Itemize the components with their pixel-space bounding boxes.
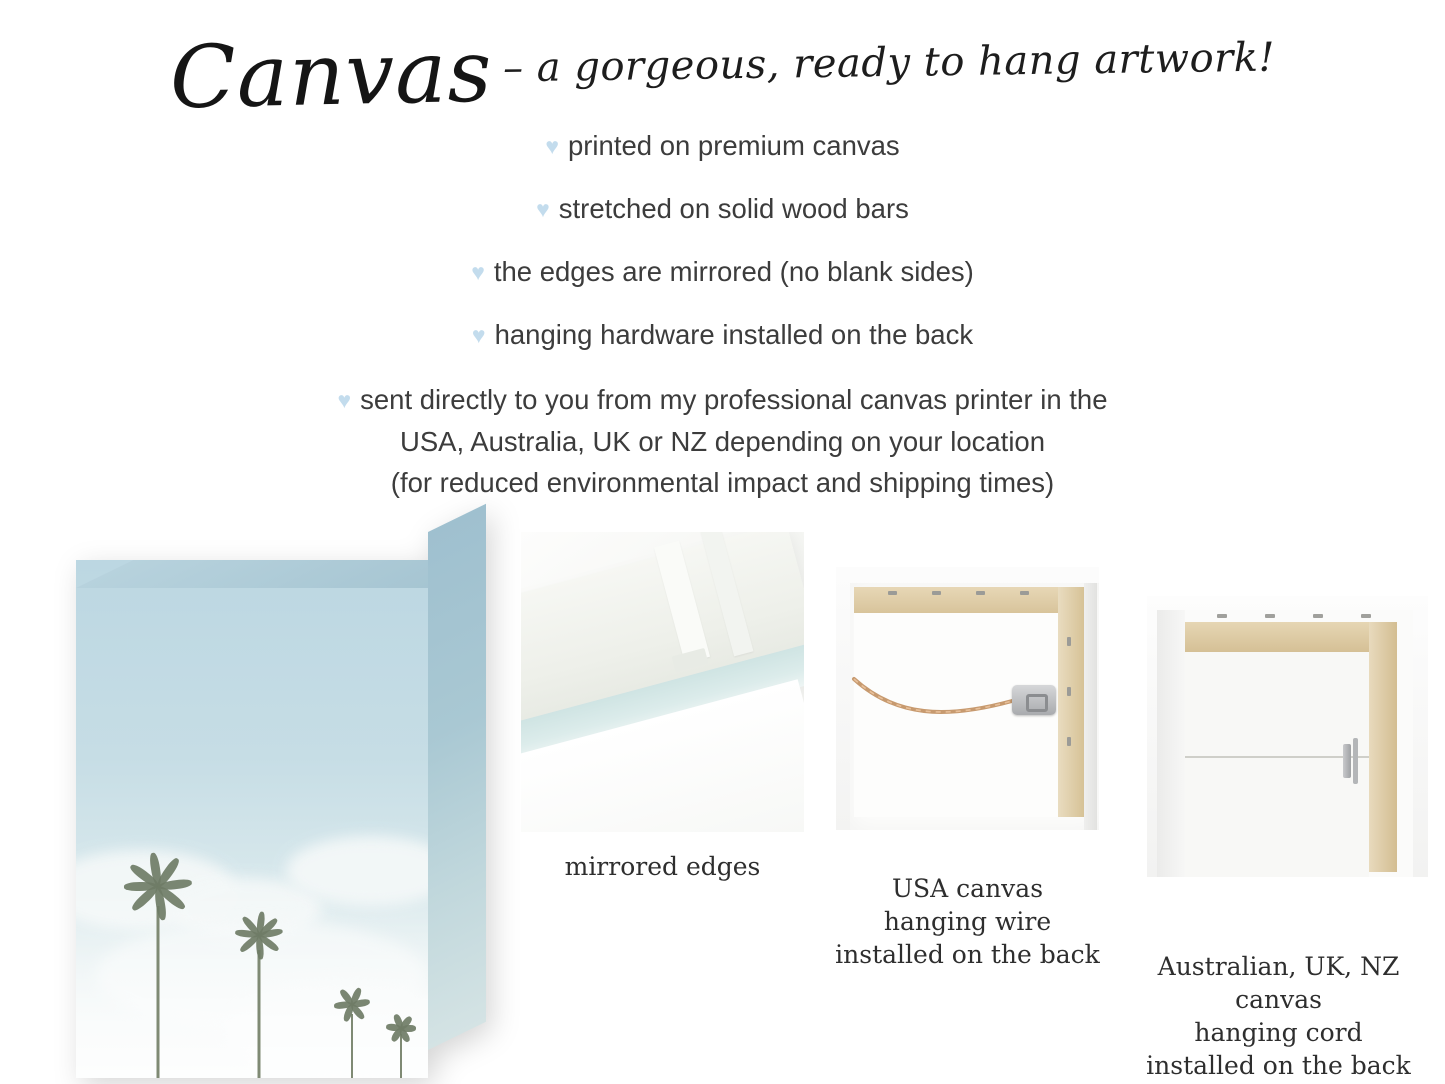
list-item xyxy=(0,317,1445,354)
caption-anz-cord xyxy=(1112,950,1445,1082)
staple xyxy=(1265,614,1275,618)
palm-tree xyxy=(128,878,188,1078)
canvas-front-face xyxy=(76,560,428,1078)
caption-line: Australian, UK, NZ xyxy=(1157,952,1400,981)
cord-bracket xyxy=(1343,744,1351,778)
heart-icon: ♥ xyxy=(471,258,485,285)
list-item-label: hanging hardware installed on the back xyxy=(494,318,974,350)
caption-line: installed on the back xyxy=(835,940,1100,969)
image-gallery xyxy=(0,520,1445,1084)
cord-bracket-pin xyxy=(1353,738,1358,784)
heading xyxy=(0,21,1445,129)
heart-icon: ♥ xyxy=(337,387,352,414)
staple xyxy=(1313,614,1323,618)
list-item xyxy=(0,379,1445,503)
usa-hanging-wire-image xyxy=(836,567,1099,830)
list-item xyxy=(0,191,1445,228)
palm-trunk xyxy=(258,950,261,1078)
list-item-label-line1: sent directly to you from my professional canvas printer in the xyxy=(360,384,1108,416)
canvas-side-edge xyxy=(428,504,486,1050)
caption-usa-wire xyxy=(806,872,1129,971)
staple xyxy=(1361,614,1371,618)
list-item-label: stretched on solid wood bars xyxy=(558,192,909,224)
wood-bar-top xyxy=(1185,622,1397,652)
list-item-label: the edges are mirrored (no blank sides) xyxy=(493,255,974,287)
feature-list xyxy=(0,128,1445,503)
caption-line: USA canvas xyxy=(891,874,1044,903)
canvas-mockup-image xyxy=(76,532,486,1078)
anz-hanging-cord-image xyxy=(1147,596,1428,877)
palm-trunk xyxy=(400,1034,402,1078)
heading-tagline: – a gorgeous, ready to hang artwork! xyxy=(502,34,1276,92)
heart-icon: ♥ xyxy=(471,321,486,348)
palm-tree xyxy=(332,998,372,1078)
caption-mirrored-edges: mirrored edges xyxy=(564,852,761,881)
list-item xyxy=(0,128,1445,165)
d-ring-hardware xyxy=(1012,685,1056,715)
hanging-wire xyxy=(836,567,1099,830)
caption-line: canvas xyxy=(1235,985,1322,1014)
heart-icon: ♥ xyxy=(545,133,559,159)
list-item-label-line3: (for reduced environmental impact and shipping times) xyxy=(390,466,1055,498)
heading-title: Canvas xyxy=(168,21,494,129)
canvas-inner-back xyxy=(1185,652,1369,877)
wood-bar-right xyxy=(1369,622,1397,872)
palm-trunk xyxy=(351,1014,353,1078)
list-item-label-line2: USA, Australia, UK or NZ depending on your location xyxy=(399,425,1046,457)
palm-tree xyxy=(234,928,284,1078)
hanging-cord xyxy=(1185,756,1369,758)
mirrored-edges-image xyxy=(521,532,804,832)
list-item-label: printed on premium canvas xyxy=(567,130,900,161)
caption-line: installed on the back xyxy=(1146,1051,1411,1080)
list-item xyxy=(0,254,1445,291)
palm-trunk xyxy=(157,906,160,1078)
staple xyxy=(1217,614,1227,618)
canvas-top-edge xyxy=(76,560,428,588)
heart-icon: ♥ xyxy=(536,195,550,222)
caption-line: hanging wire xyxy=(883,907,1052,936)
canvas-outer-edge xyxy=(1157,610,1185,877)
palm-tree xyxy=(384,1022,418,1078)
caption-line: hanging cord xyxy=(1194,1018,1363,1047)
